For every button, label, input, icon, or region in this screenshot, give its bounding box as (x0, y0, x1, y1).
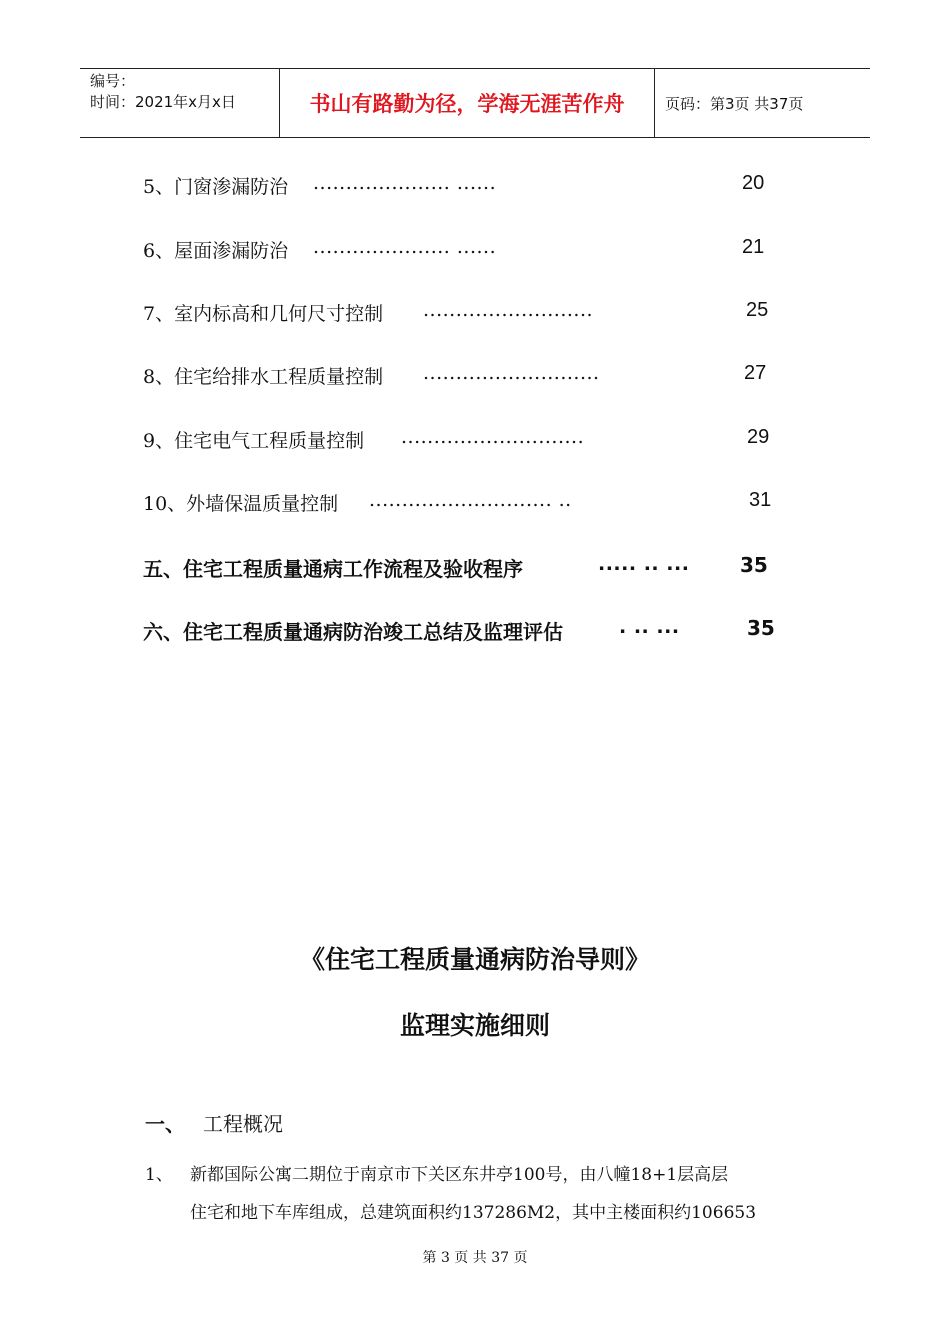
section-heading (145, 1108, 283, 1137)
toc-title: 五、住宅工程质量通病工作流程及验收程序 (143, 557, 523, 581)
toc-leader: ............................ (401, 426, 585, 448)
toc-leader: ..................... ...... (313, 236, 497, 258)
toc-leader: ............................ .. (369, 489, 572, 511)
header-time: 时间：2021年x月x日 (90, 93, 236, 111)
toc-leader: .......................... (423, 299, 594, 321)
page-footer: 第 3 页 共 37 页 (422, 1250, 528, 1266)
toc-page: 21 (742, 236, 765, 258)
doc-title: 《住宅工程质量通病防治导则》 (299, 945, 650, 974)
toc-entry (143, 172, 783, 202)
toc-title: 5、门窗渗漏防治 (143, 176, 289, 198)
paragraph-line: 新都国际公寓二期位于南京市下关区东井亭100号，由八幢18+1层高层 (190, 1165, 729, 1185)
toc-page: 27 (744, 362, 767, 384)
toc-entry (143, 616, 783, 646)
header-motto: 书山有路勤为径，学海无涯苦作舟 (280, 69, 655, 137)
toc-entry (143, 489, 783, 519)
header-meta (80, 69, 280, 137)
section-title: 工程概况 (203, 1112, 283, 1136)
header-page-info: 页码：第3页 共37页 (665, 94, 804, 113)
toc-page: 31 (749, 489, 772, 511)
toc-leader: . .. ... (619, 616, 680, 638)
doc-subtitle: 监理实施细则 (399, 1011, 550, 1040)
toc-leader: ..................... ...... (313, 172, 497, 194)
section-number: 一、 (145, 1112, 185, 1136)
toc-title: 10、外墙保温质量控制 (143, 493, 339, 515)
toc-page: 29 (747, 426, 770, 448)
toc-page: 25 (746, 299, 769, 321)
toc-title: 7、室内标高和几何尺寸控制 (143, 303, 384, 325)
toc-title: 9、住宅电气工程质量控制 (143, 430, 365, 452)
toc-title: 六、住宅工程质量通病防治竣工总结及监理评估 (143, 620, 563, 644)
toc-entry (143, 236, 783, 266)
toc-page: 35 (740, 553, 768, 577)
header-number: 编号： (90, 72, 136, 90)
toc-title: 6、屋面渗漏防治 (143, 240, 289, 262)
toc-leader: ........................... (423, 362, 600, 384)
toc-entry (143, 362, 783, 392)
page-header (80, 68, 870, 138)
toc-leader: ..... .. ... (598, 553, 690, 575)
toc-entry (143, 553, 783, 583)
toc-entry (143, 299, 783, 329)
paragraph-line: 住宅和地下车库组成，总建筑面积约137286M2，其中主楼面积约106653 (190, 1203, 757, 1223)
paragraph-number: 1、 (145, 1165, 173, 1185)
toc-page: 35 (747, 616, 775, 640)
toc-title: 8、住宅给排水工程质量控制 (143, 366, 384, 388)
toc-page: 20 (742, 172, 765, 194)
toc-entry (143, 426, 783, 456)
